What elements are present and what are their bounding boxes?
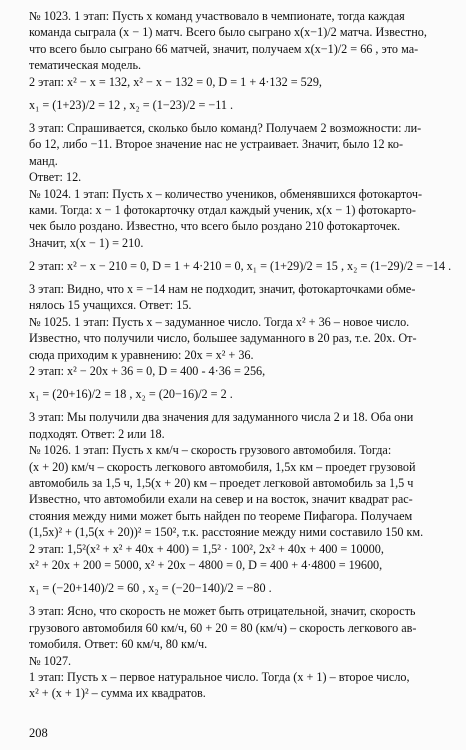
text-line: что всего было сыграно 66 матчей, значит, получаем x(x−1)/2 = 66 , это ма- [29, 41, 419, 56]
text-line: Известно, что получили число, большее задуманного в 20 раз, т.е. 20x. От- [29, 331, 417, 346]
text-line: № 1025. 1 этап: Пусть x – задуманное число. Тогда x² + 36 – новое число. [29, 314, 410, 329]
text-line: команда сыграла (x − 1) матч. Всего было сыграно x(x−1)/2 матча. Известно, [29, 25, 427, 40]
text-line: Известно, что автомобили ехали на север и на восток, значит квадрат рас- [29, 492, 413, 507]
text-line: 2 этап: x² − x = 132, x² − x − 132 = 0, D = 1 + 4·132 = 529, [29, 74, 322, 89]
text-line: 3 этап: Мы получили два значения для задуманного числа 2 и 18. Оба они [29, 410, 414, 425]
text-line: автомобиль за 1,5 ч, 1,5(x + 20) км – проедет легковой автомобиль за 1,5 ч [29, 475, 414, 490]
page-number: 208 [29, 726, 48, 740]
formula-line: x₁ = (20+16)/2 = 18 , x₂ = (20−16)/2 = 2 . [29, 387, 233, 402]
text-line: чек было роздано. Известно, что всего было роздано 210 фотокарточек. [29, 219, 401, 234]
text-line: 1 этап: Пусть x – первое натуральное число. Тогда (x + 1) – второе число, [29, 669, 410, 684]
text-line: Ответ: 12. [29, 170, 82, 185]
formula-line: x₁ = (1+23)/2 = 12 , x₂ = (1−23)/2 = −11 . [29, 97, 234, 112]
text-line: 3 этап: Видно, что x = −14 нам не подходит, значит, фотокарточками обме- [29, 282, 416, 297]
text-line: томобиля. Ответ: 60 км/ч, 80 км/ч. [29, 637, 208, 652]
text-line: 2 этап: 1,5²(x² + x² + 40x + 400) = 1,5² · 100², 2x² + 40x + 400 = 10000, [29, 541, 384, 556]
text-line: нялось 15 учащихся. Ответ: 15. [29, 298, 192, 313]
formula-line: 2 этап: x² − x − 210 = 0, D = 1 + 4·210 = 0, x₁ = (1+29)/2 = 15 , x₂ = (1−29)/2 = −14 . [29, 259, 452, 274]
text-line: № 1027. [29, 653, 72, 668]
text-line: x² + 20x + 200 = 5000, x² + 20x − 4800 = 0, D = 400 + 4·4800 = 19600, [29, 557, 383, 572]
text-line: грузового автомобиля 60 км/ч, 60 + 20 = 80 (км/ч) – скорость легкового ав- [29, 620, 417, 635]
text-line: манд. [29, 153, 58, 168]
text-line: x² + (x + 1)² – сумма их квадратов. [29, 686, 206, 701]
text-line: 3 этап: Ясно, что скорость не может быть отрицательной, значит, скорость [29, 604, 416, 619]
text-line: ками. Тогда: x − 1 фотокарточку отдал каждый ученик, x(x − 1) фотокарто- [29, 202, 416, 217]
formula-line: x₁ = (−20+140)/2 = 60 , x₂ = (−20−140)/2 = −80 . [29, 581, 272, 596]
text-line: 3 этап: Спрашивается, сколько было команд? Получаем 2 возможности: ли- [29, 120, 422, 135]
text-line: сюда приходим к уравнению: 20x = x² + 36. [29, 347, 254, 362]
text-line: (1,5x)² + (1,5(x + 20))² = 150², т.к. расстояние между ними составило 150 км. [29, 525, 424, 540]
text-line: № 1023. 1 этап: Пусть x команд участвовало в чемпионате, тогда каждая [29, 9, 405, 23]
text-line: тематическая модель. [29, 58, 142, 73]
text-line: № 1026. 1 этап: Пусть x км/ч – скорость грузового автомобиля. Тогда: [29, 443, 392, 458]
text-line: стояния между ними может быть найден по теореме Пифагора. Получаем [29, 508, 413, 523]
text-line: бо 12, либо −11. Второе значение нас не устраивает. Значит, было 12 ко- [29, 137, 404, 152]
text-line: № 1024. 1 этап: Пусть x – количество учеников, обменявшихся фотокарточ- [29, 186, 423, 201]
text-line: подходят. Ответ: 2 или 18. [29, 426, 165, 441]
text-line: 2 этап: x² − 20x + 36 = 0, D = 400 - 4·36 = 256, [29, 364, 266, 379]
text-line: Значит, x(x − 1) = 210. [29, 235, 144, 250]
text-line: (x + 20) км/ч – скорость легкового автомобиля, 1,5x км – проедет грузовой [29, 459, 416, 474]
